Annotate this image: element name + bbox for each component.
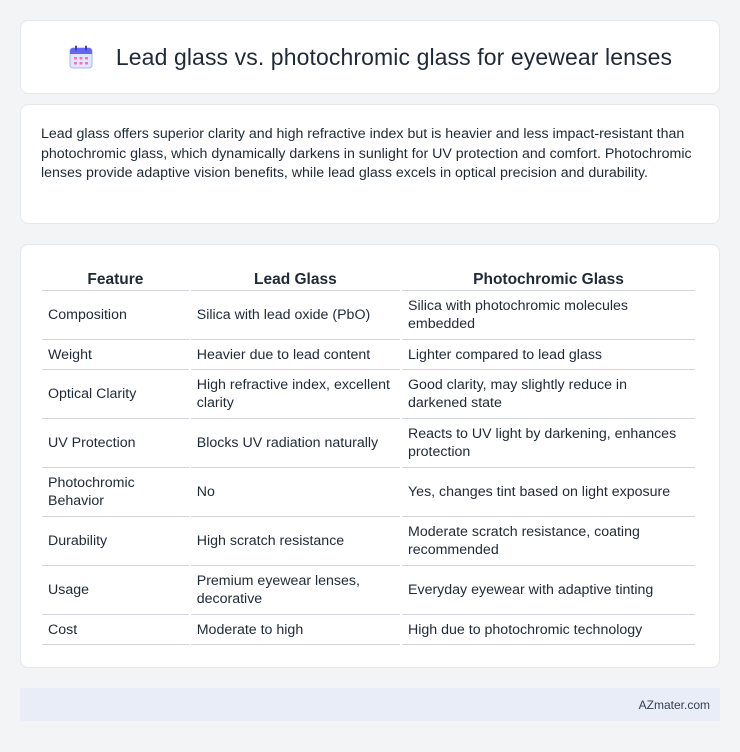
table-row <box>42 291 695 340</box>
table-card <box>20 244 720 668</box>
table-row <box>42 340 695 370</box>
table-cell-lead-glass: Silica with lead oxide (PbO) <box>191 291 400 340</box>
column-header-lead-glass: Lead Glass <box>191 265 400 291</box>
table-cell-feature: Cost <box>42 615 189 645</box>
table-cell-lead-glass: Blocks UV radiation naturally <box>191 419 400 468</box>
table-cell-feature: Usage <box>42 566 189 615</box>
table-row <box>42 566 695 615</box>
table-cell-feature: Photochromic Behavior <box>42 468 189 517</box>
column-header-photochromic-glass: Photochromic Glass <box>402 265 695 291</box>
table-cell-photochromic-glass: Reacts to UV light by darkening, enhances protection <box>402 419 695 468</box>
table-cell-photochromic-glass: Lighter compared to lead glass <box>402 340 695 370</box>
summary-text: Lead glass offers superior clarity and high refractive index but is heavier and less impact-resistant than photochromic glass, which dynamically darkens in sunlight for UV protection and comfort. Photochromic lenses provide adaptive vision benefits, while lead glass excels in optical precision and durability. <box>41 126 692 181</box>
table-row <box>42 419 695 468</box>
comparison-table <box>40 265 697 645</box>
table-cell-feature: Durability <box>42 517 189 566</box>
table-cell-feature: Composition <box>42 291 189 340</box>
table-cell-lead-glass: Moderate to high <box>191 615 400 645</box>
title-wrap <box>68 44 672 71</box>
table-cell-photochromic-glass: Moderate scratch resistance, coating recommended <box>402 517 695 566</box>
table-cell-lead-glass: High refractive index, excellent clarity <box>191 370 400 419</box>
table-cell-feature: UV Protection <box>42 419 189 468</box>
footer-site-link[interactable]: AZmater.com <box>638 697 710 712</box>
page-title: Lead glass vs. photochromic glass for eyewear lenses <box>115 43 673 70</box>
table-row <box>42 370 695 419</box>
table-cell-feature: Optical Clarity <box>42 370 189 419</box>
table-row <box>42 615 695 645</box>
title-card <box>20 20 720 94</box>
summary-card <box>20 104 720 224</box>
table-cell-photochromic-glass: High due to photochromic technology <box>402 615 695 645</box>
table-cell-feature: Weight <box>42 340 189 370</box>
table-cell-lead-glass: Premium eyewear lenses, decorative <box>191 566 400 615</box>
table-cell-photochromic-glass: Yes, changes tint based on light exposure <box>402 468 695 517</box>
footer <box>20 688 720 721</box>
table-header-row <box>42 265 695 291</box>
table-cell-photochromic-glass: Good clarity, may slightly reduce in darkened state <box>402 370 695 419</box>
table-cell-lead-glass: High scratch resistance <box>191 517 400 566</box>
table-cell-lead-glass: Heavier due to lead content <box>191 340 400 370</box>
table-row <box>42 517 695 566</box>
table-cell-lead-glass: No <box>191 468 400 517</box>
table-row <box>42 468 695 517</box>
table-cell-photochromic-glass: Everyday eyewear with adaptive tinting <box>402 566 695 615</box>
column-header-feature: Feature <box>42 265 189 291</box>
calendar-icon <box>68 44 94 70</box>
table-cell-photochromic-glass: Silica with photochromic molecules embedded <box>402 291 695 340</box>
